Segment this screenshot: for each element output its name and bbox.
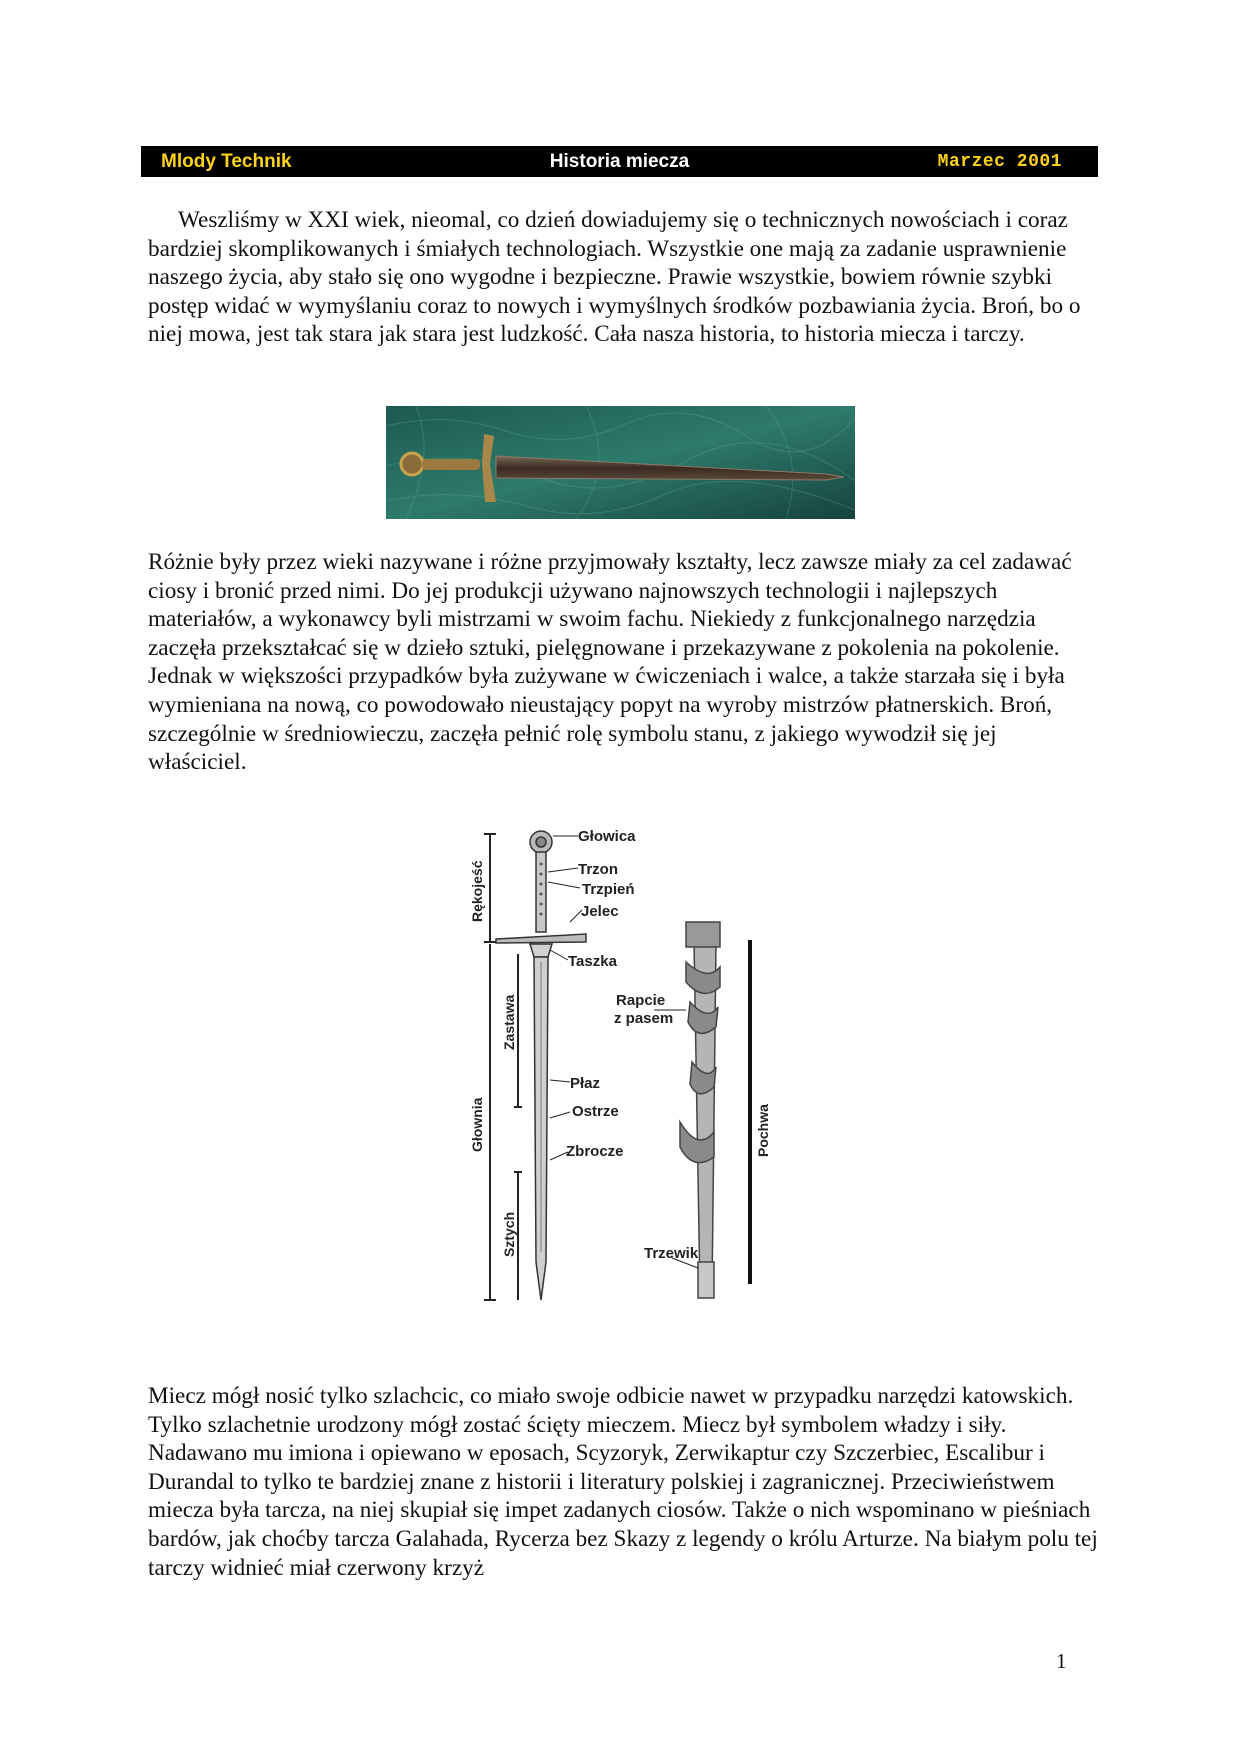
header-bar — [141, 146, 1098, 177]
label-rapcie-2: z pasem — [614, 1010, 674, 1027]
paragraph-intro: Weszliśmy w XXI wiek, nieomal, co dzień dowiadujemy się o technicznych nowościach i coraz bardziej skomplikowanych i śmiałych technologiach. Wszystkie one mają za zadanie usprawnienie naszego życia, aby stało się ono wygodne i bezpieczne. Prawie wszystkie, bowiem równie szybki postęp widać w wymyślaniu coraz to nowych i wymyślnych środków pozbawiania życia. Broń, bo o niej mowa, jest tak stara jak stara jest ludzkość. Cała nasza historia, to historia miecza i tarczy. — [148, 207, 1081, 348]
label-zastawa: Zastawa — [501, 994, 517, 1050]
label-glowica: Głowica — [578, 828, 636, 845]
label-trzon: Trzon — [578, 861, 618, 878]
label-sztych: Sztych — [501, 1211, 517, 1257]
label-pochwa: Pochwa — [755, 1104, 771, 1157]
sword-photo — [386, 406, 855, 519]
paragraph-history: Różnie były przez wieki nazywane i różne przyjmowały kształty, lecz zawsze miały za cel zadawać ciosy i bronić przed nimi. Do jej produkcji używano najnowszych technologii i najlepszych materiałów, a wykonawcy byli mistrzami w swoim fachu. Niekiedy z funkcjonalnego narzędzia zaczęła przekształcać się w dzieło sztuki, pielęgnowane i przekazywane z pokolenia na pokolenie. Jednak w większości przypadków była zużywane w ćwiczeniach i walce, a także starzała się i była wymieniana na nową, co powodowało nieustający popyt na wyroby mistrzów płatnerskich. Broń, szczególnie w średniowieczu, zaczęła pełnić rolę symbolu stanu, z jakiego wywodził się jej właściciel. — [148, 549, 1072, 776]
header-issue-date: Marzec 2001 — [937, 152, 1062, 172]
label-rekojesc: Rękojeść — [469, 860, 485, 922]
label-trzpien: Trzpień — [582, 881, 635, 898]
label-jelec: Jelec — [581, 903, 619, 920]
label-zbrocze: Zbrocze — [566, 1143, 624, 1160]
label-trzewik: Trzewik — [644, 1245, 699, 1262]
paragraph-nobility: Miecz mógł nosić tylko szlachcic, co miało swoje odbicie nawet w przypadku narzędzi katowskich. Tylko szlachetnie urodzony mógł zostać ścięty mieczem. Miecz był symbolem władzy i siły. Nadawano mu imiona i opiewano w eposach, Scyzoryk, Zerwikaptur czy Szczerbiec, Escalibur i Durandal to tylko te bardziej znane z historii i literatury polskiej i zagranicznej. Przeciwieństwem miecza była tarcza, na niej skupiał się impet zadanych ciosów. Także o nich wspominano w pieśniach bardów, jak choćby tarcza Galahada, Rycerza bez Skazy z legendy o królu Arturze. Na białym polu tej tarczy widnieć miał czerwony krzyż — [148, 1383, 1098, 1581]
label-rapcie-1: Rapcie — [616, 992, 666, 1009]
label-plaz: Płaz — [570, 1075, 601, 1092]
header-article-title: Historia miecza — [549, 151, 690, 172]
label-taszka: Taszka — [568, 953, 617, 970]
label-ostrze: Ostrze — [572, 1103, 619, 1120]
header-magazine-name: Mlody Technik — [161, 151, 292, 172]
page-number: 1 — [1056, 1649, 1067, 1673]
sword-anatomy-diagram — [458, 822, 818, 1322]
label-glownia: Głownia — [469, 1097, 485, 1152]
